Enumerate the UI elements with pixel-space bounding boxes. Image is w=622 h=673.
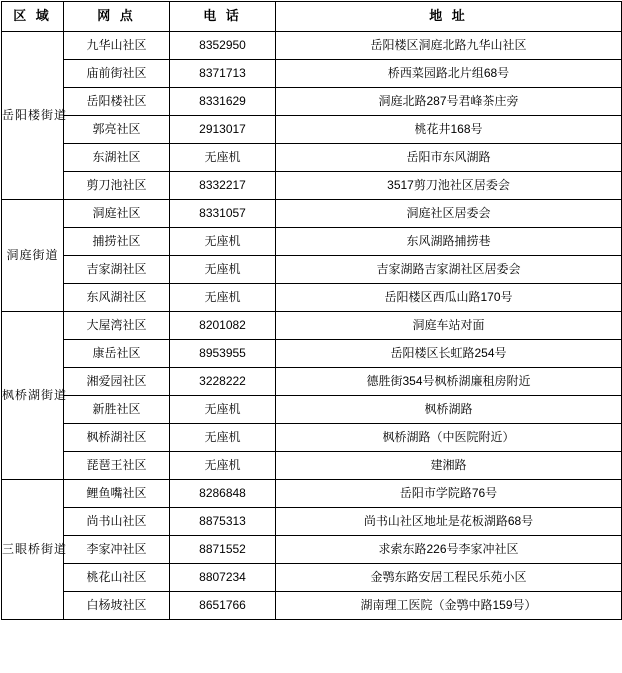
site-cell: 白杨坡社区 — [64, 592, 170, 620]
site-cell: 新胜社区 — [64, 396, 170, 424]
site-cell: 吉家湖社区 — [64, 256, 170, 284]
phone-cell: 8875313 — [170, 508, 276, 536]
table-row — [2, 32, 622, 60]
address-cell: 建湘路 — [276, 452, 622, 480]
column-header-address: 地 址 — [276, 2, 622, 32]
table-row — [2, 340, 622, 368]
address-cell: 湖南理工医院（金鹗中路159号） — [276, 592, 622, 620]
address-cell: 洞庭车站对面 — [276, 312, 622, 340]
community-contact-table — [1, 1, 622, 620]
address-cell: 德胜街354号枫桥湖廉租房附近 — [276, 368, 622, 396]
address-cell: 洞庭北路287号君峰茶庄旁 — [276, 88, 622, 116]
phone-cell: 无座机 — [170, 452, 276, 480]
table-row — [2, 200, 622, 228]
table-row — [2, 256, 622, 284]
table-row — [2, 172, 622, 200]
address-cell: 3517剪刀池社区居委会 — [276, 172, 622, 200]
table-row — [2, 116, 622, 144]
phone-cell: 8651766 — [170, 592, 276, 620]
column-header-site: 网 点 — [64, 2, 170, 32]
table-row — [2, 60, 622, 88]
phone-cell: 8871552 — [170, 536, 276, 564]
table-row — [2, 508, 622, 536]
column-header-phone: 电 话 — [170, 2, 276, 32]
address-cell: 东风湖路捕捞巷 — [276, 228, 622, 256]
phone-cell: 8332217 — [170, 172, 276, 200]
phone-cell: 无座机 — [170, 144, 276, 172]
site-cell: 鲤鱼嘴社区 — [64, 480, 170, 508]
address-cell: 枫桥湖路（中医院附近） — [276, 424, 622, 452]
address-cell: 尚书山社区地址是花板湖路68号 — [276, 508, 622, 536]
table-row — [2, 144, 622, 172]
area-cell: 岳阳楼街道 — [2, 32, 64, 200]
column-header-area: 区 域 — [2, 2, 64, 32]
site-cell: 捕捞社区 — [64, 228, 170, 256]
address-cell: 岳阳楼区洞庭北路九华山社区 — [276, 32, 622, 60]
address-cell: 金鹗东路安居工程民乐苑小区 — [276, 564, 622, 592]
table-row — [2, 228, 622, 256]
phone-cell: 3228222 — [170, 368, 276, 396]
phone-cell: 无座机 — [170, 396, 276, 424]
table-row — [2, 284, 622, 312]
header-row — [2, 2, 622, 32]
table-row — [2, 452, 622, 480]
phone-cell: 8352950 — [170, 32, 276, 60]
address-cell: 枫桥湖路 — [276, 396, 622, 424]
area-cell: 洞庭街道 — [2, 200, 64, 312]
site-cell: 洞庭社区 — [64, 200, 170, 228]
table-row — [2, 536, 622, 564]
site-cell: 九华山社区 — [64, 32, 170, 60]
phone-cell: 2913017 — [170, 116, 276, 144]
phone-cell: 8331629 — [170, 88, 276, 116]
site-cell: 剪刀池社区 — [64, 172, 170, 200]
site-cell: 尚书山社区 — [64, 508, 170, 536]
phone-cell: 无座机 — [170, 228, 276, 256]
phone-cell: 无座机 — [170, 284, 276, 312]
site-cell: 东湖社区 — [64, 144, 170, 172]
site-cell: 湘爱园社区 — [64, 368, 170, 396]
table-row — [2, 312, 622, 340]
phone-cell: 8331057 — [170, 200, 276, 228]
site-cell: 郭亮社区 — [64, 116, 170, 144]
address-cell: 吉家湖路吉家湖社区居委会 — [276, 256, 622, 284]
table-row — [2, 592, 622, 620]
address-cell: 岳阳楼区西瓜山路170号 — [276, 284, 622, 312]
area-cell: 三眼桥街道 — [2, 480, 64, 620]
table-row — [2, 368, 622, 396]
address-cell: 求索东路226号李家冲社区 — [276, 536, 622, 564]
site-cell: 岳阳楼社区 — [64, 88, 170, 116]
phone-cell: 8371713 — [170, 60, 276, 88]
site-cell: 琵琶王社区 — [64, 452, 170, 480]
address-cell: 岳阳市学院路76号 — [276, 480, 622, 508]
site-cell: 庙前街社区 — [64, 60, 170, 88]
table-row — [2, 396, 622, 424]
address-cell: 桃花井168号 — [276, 116, 622, 144]
site-cell: 东风湖社区 — [64, 284, 170, 312]
area-cell: 枫桥湖街道 — [2, 312, 64, 480]
table-header — [2, 2, 622, 32]
phone-cell: 8807234 — [170, 564, 276, 592]
contact-sheet — [0, 1, 622, 673]
site-cell: 桃花山社区 — [64, 564, 170, 592]
table-body — [2, 32, 622, 620]
table-row — [2, 88, 622, 116]
phone-cell: 8286848 — [170, 480, 276, 508]
address-cell: 岳阳楼区长虹路254号 — [276, 340, 622, 368]
phone-cell: 无座机 — [170, 424, 276, 452]
phone-cell: 无座机 — [170, 256, 276, 284]
phone-cell: 8953955 — [170, 340, 276, 368]
address-cell: 岳阳市东风湖路 — [276, 144, 622, 172]
table-row — [2, 480, 622, 508]
site-cell: 枫桥湖社区 — [64, 424, 170, 452]
table-row — [2, 564, 622, 592]
table-row — [2, 424, 622, 452]
phone-cell: 8201082 — [170, 312, 276, 340]
address-cell: 桥西菜园路北片组68号 — [276, 60, 622, 88]
site-cell: 康岳社区 — [64, 340, 170, 368]
address-cell: 洞庭社区居委会 — [276, 200, 622, 228]
site-cell: 大屋湾社区 — [64, 312, 170, 340]
site-cell: 李家冲社区 — [64, 536, 170, 564]
